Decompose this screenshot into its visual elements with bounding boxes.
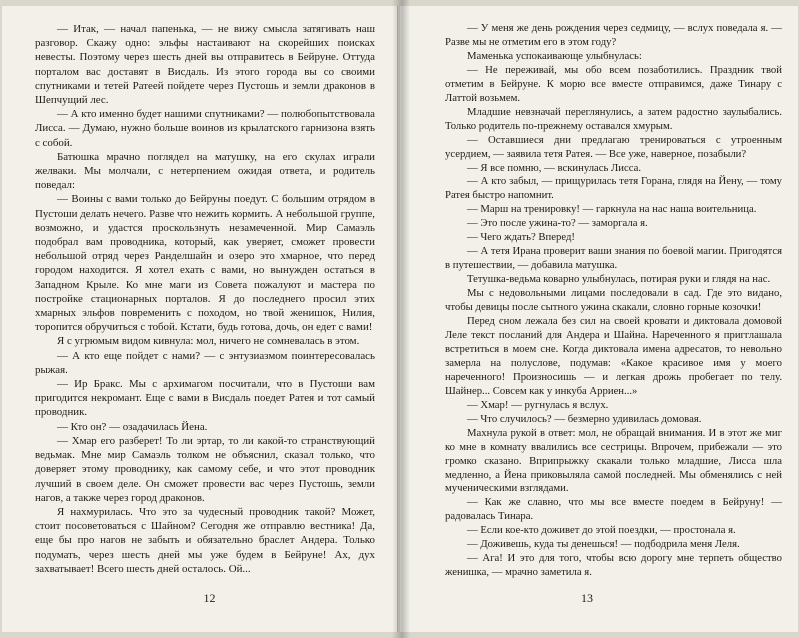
paragraph: — Хмар! — ругнулась я вслух. xyxy=(467,398,609,411)
paragraph: — Я все помню, — вскинулась Лисса. xyxy=(467,161,642,174)
paragraph: Я с угрюмым видом кивнула: мол, ничего не сомневалась в этом. xyxy=(57,335,360,348)
paragraph: — Воины с вами только до Бейруны поедут. С большим отрядом в Пустоши делать нечего. Разве что нежить кормить. А небольшой группе, возможно, и удастся проскользнуть незамеченной. Мир Самаэль подобрал вам проводника, который, как уверяет, сможет провести небольшой отряд через Ранделшайн и озеро это хмарное, что перед городом находится. Я хотел ехать с вами, но вынужден остаться в Западном Крыле. Ко мне маги из Совета пожалуют и мастера по постройке стационарных порталов. Я до последнего просил этих хмарных эльфов повременить с походом, но твой женишок, Нилия, торопится обручиться с тобой. Кстати, будь готова, дочь, он едет с вами! xyxy=(35,193,375,334)
paragraph: Младшие невзначай переглянулись, а затем радостно заулыбались. Только родитель по-прежнему оставался хмурым. xyxy=(445,105,782,132)
paragraph: Мы с недовольными лицами последовали в сад. Где это видано, чтобы девицы после сытного ужина скакали, словно горные козочки! xyxy=(445,287,782,314)
paragraph: — Чего ждать? Вперед! xyxy=(467,231,575,244)
paragraph: — Марш на тренировку! — гаркнула на нас наша воительница. xyxy=(467,203,757,216)
paragraph: — Итак, — начал папенька, — не вижу смысла затягивать наш разговор. Скажу одно: эльфы настаивают на скорейших поисках невесты. Поэтому через шесть дней вы отправитесь в Бейруне. Оттуда порталом вас доставят в Висдаль. Из этого города вы со своими спутниками и тетей Ратеей пойдете через Пустошь и земли драконов в Шепчущий лес. xyxy=(35,23,375,107)
paragraph: — Ир Бракс. Мы с архимагом посчитали, что в Пустоши вам пригодится некромант. Еще с вами в Висдаль поедет Ратея и тот самый проводник. xyxy=(35,378,375,419)
paragraph: — Кто он? — озадачилась Йена. xyxy=(57,420,208,433)
paragraph: Тетушка-ведьма коварно улыбнулась, потирая руки и глядя на нас. xyxy=(467,273,771,286)
paragraph: — Оставшиеся дни предлагаю тренироваться с утроенным усердием, — заявила тетя Ратея. — Все уже, наверное, позабыли? xyxy=(445,133,782,160)
paragraph: — Хмар его разберет! То ли эртар, то ли какой-то странствующий ведьмак. Мне мир Самаэль толком не объяснил, сказал только, что доверяет этому проводнику, как самому себе, и что этот проводник лучший в своем деле. Он сможет провести вас через Пустошь, земли нагов, а также через город драконов. xyxy=(35,434,375,504)
page-number: 13 xyxy=(581,591,593,605)
paragraph: — Не переживай, мы обо всем позаботились. Праздник твой отметим в Бейруне. К морю все вместе отправимся, даже Тинару с Латтой возьмем. xyxy=(445,63,782,104)
paragraph: Батюшка мрачно поглядел на матушку, на его скулах играли желваки. Мы молчали, с нетерпением ожидая ответа, и родитель поведал: xyxy=(35,150,375,192)
paragraph: — Что случилось? — безмерно удивилась домовая. xyxy=(467,412,702,425)
paragraph: — А тетя Ирана проверит ваши знания по боевой магии. Пригодятся в путешествии, — добавила матушка. xyxy=(445,245,782,272)
paragraph: — Доживешь, куда ты денешься! — подбодрила меня Леля. xyxy=(467,538,740,551)
left-page xyxy=(2,6,398,632)
paragraph: — А кто еще пойдет с нами? — с энтузиазмом поинтересовалась рыжая. xyxy=(35,349,375,376)
right-page-text xyxy=(445,22,782,580)
paragraph: — Ага! И это для того, чтобы всю дорогу мне терпеть общество женишка, — мрачно заметила я. xyxy=(445,552,782,579)
paragraph: Я нахмурилась. Что это за чудесный проводник такой? Может, стоит посоветоваться с Шайном? Сегодня же отправлю вестника! Да, еще бы про нагов не забыть и обязательно браслет Андера. Только подумать, через шесть дней мы уже будем в Бейруне! Ах, дух захватывает! Всего шесть дней осталось. Ой... xyxy=(35,505,375,575)
paragraph: — Это после ужина-то? — заморгала я. xyxy=(467,217,648,230)
page-number: 12 xyxy=(203,591,216,605)
paragraph: Перед сном лежала без сил на своей кровати и диктовала домовой Леле текст посланий для Андера и Шайна. Нареченного я пригглашала встретиться в моем сне. Когда диктовала имена адресатов, то невольно замерла на полуслове, подумав: «Какое красивое имя у моего нареченного! Произносишь — и легкая дрожь пробегает по телу. Шайнер... Совсем как у инкуба Арриен...» xyxy=(445,315,782,397)
left-page-text xyxy=(35,22,375,576)
paragraph: — У меня же день рождения через седмицу, — вслух поведала я. — Разве мы не отметим его в этом году? xyxy=(445,22,782,48)
paragraph: Маменька успокаивающе улыбнулась: xyxy=(467,49,642,62)
book-gutter-shadow xyxy=(392,0,410,638)
right-page xyxy=(400,6,798,632)
paragraph: — А кто именно будет нашими спутниками? — полюбопытствовала Лисса. — Думаю, нужно больше воинов из крылатского гарнизона взять с собой. xyxy=(35,108,375,149)
paragraph: — Как же славно, что мы все вместе поедем в Бейруну! — радовалась Тинара. xyxy=(445,496,782,523)
paragraph: Махнула рукой в ответ: мол, не обращай внимания. И в этот же миг ко мне в комнату ввалились все сестрицы. Впрочем, прибежали — это громко сказано. Вприпрыжку скакали только младшие, Лисса шла медленно, а Йена приковыляла самой последней. Мы обменялись с ней мученическими взглядами. xyxy=(445,426,782,495)
paragraph: — А кто забыл, — прищурилась тетя Горана, глядя на Йену, — тому Ратея быстро напомнит. xyxy=(445,175,782,202)
paragraph: — Если кое-кто доживет до этой поездки, — простонала я. xyxy=(467,524,736,537)
